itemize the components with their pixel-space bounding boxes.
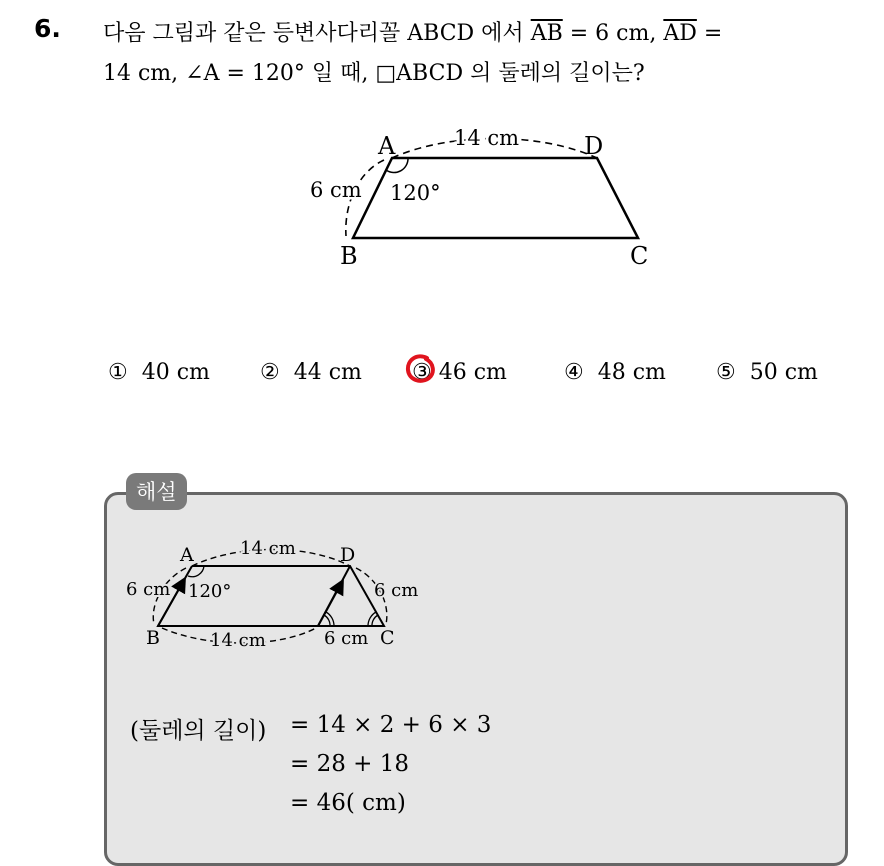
- choice-1[interactable]: [108, 360, 210, 385]
- sol-vertex-c: C: [380, 627, 395, 649]
- sol-label-angle: 120°: [188, 581, 232, 602]
- choice-text: 40 cm: [141, 360, 210, 385]
- question-text-part: 다음 그림과 같은 등변사다리꼴 ABCD 에서: [103, 21, 531, 46]
- segment-ab: $\overline{AB}$: [530, 21, 563, 46]
- question-text-line1: [103, 16, 722, 47]
- choice-text: 48 cm: [597, 360, 666, 385]
- circle-mark-stroke: [408, 356, 433, 380]
- vertex-c-label: C: [630, 242, 649, 270]
- label-ad-length: 14 cm: [454, 126, 520, 150]
- sol-label-bottom-left: 14 cm: [210, 630, 266, 651]
- choice-number: ①: [108, 360, 128, 385]
- angle-arc-inner: [324, 615, 330, 626]
- calc-line-3: = 46( cm): [290, 790, 406, 816]
- calc-line-2: = 28 + 18: [290, 751, 410, 777]
- solution-tag: 해설: [126, 473, 187, 510]
- question-text-line2: 14 cm, ∠A = 120° 일 때, □ABCD 의 둘레의 길이는?: [103, 61, 645, 86]
- sol-label-dc: 6 cm: [374, 580, 419, 601]
- question-number: 6.: [34, 14, 61, 43]
- choice-text: 46 cm: [438, 360, 507, 385]
- sol-vertex-a: A: [180, 544, 194, 566]
- choice-number: ②: [260, 360, 280, 385]
- sol-label-ad: 14 cm: [240, 538, 296, 559]
- answer-choices: [108, 360, 848, 392]
- label-ab-length: 6 cm: [310, 178, 362, 202]
- calc-line-1: = 14 × 2 + 6 × 3: [290, 712, 492, 738]
- choice-5[interactable]: [716, 360, 818, 385]
- vertex-d-label: D: [584, 132, 604, 160]
- trapezoid-figure: [300, 120, 680, 280]
- answer-circle-mark: [405, 354, 435, 384]
- choice-4[interactable]: [564, 360, 666, 385]
- sol-label-bottom-right: 6 cm: [324, 628, 369, 649]
- arrow-parallel: [318, 582, 342, 626]
- vertex-b-label: B: [340, 242, 358, 270]
- question-text-part: =: [696, 21, 723, 46]
- segment-ad: $\overline{AD}$: [663, 21, 697, 46]
- sol-vertex-b: B: [146, 627, 160, 649]
- choice-number: ⑤: [716, 360, 736, 385]
- question-text-part: = 6 cm,: [562, 21, 664, 46]
- label-angle-a: 120°: [390, 181, 441, 205]
- sol-vertex-d: D: [340, 544, 356, 566]
- calc-lhs: (둘레의 길이): [130, 718, 267, 744]
- choice-text: 50 cm: [749, 360, 818, 385]
- choice-text: 44 cm: [293, 360, 362, 385]
- angle-arc-c: [372, 615, 378, 626]
- choice-number: ③: [412, 360, 432, 385]
- vertex-a-label: A: [378, 132, 396, 160]
- solution-figure: [118, 536, 438, 654]
- choice-number: ④: [564, 360, 584, 385]
- sol-label-ab: 6 cm: [126, 579, 171, 600]
- choice-2[interactable]: [260, 360, 362, 385]
